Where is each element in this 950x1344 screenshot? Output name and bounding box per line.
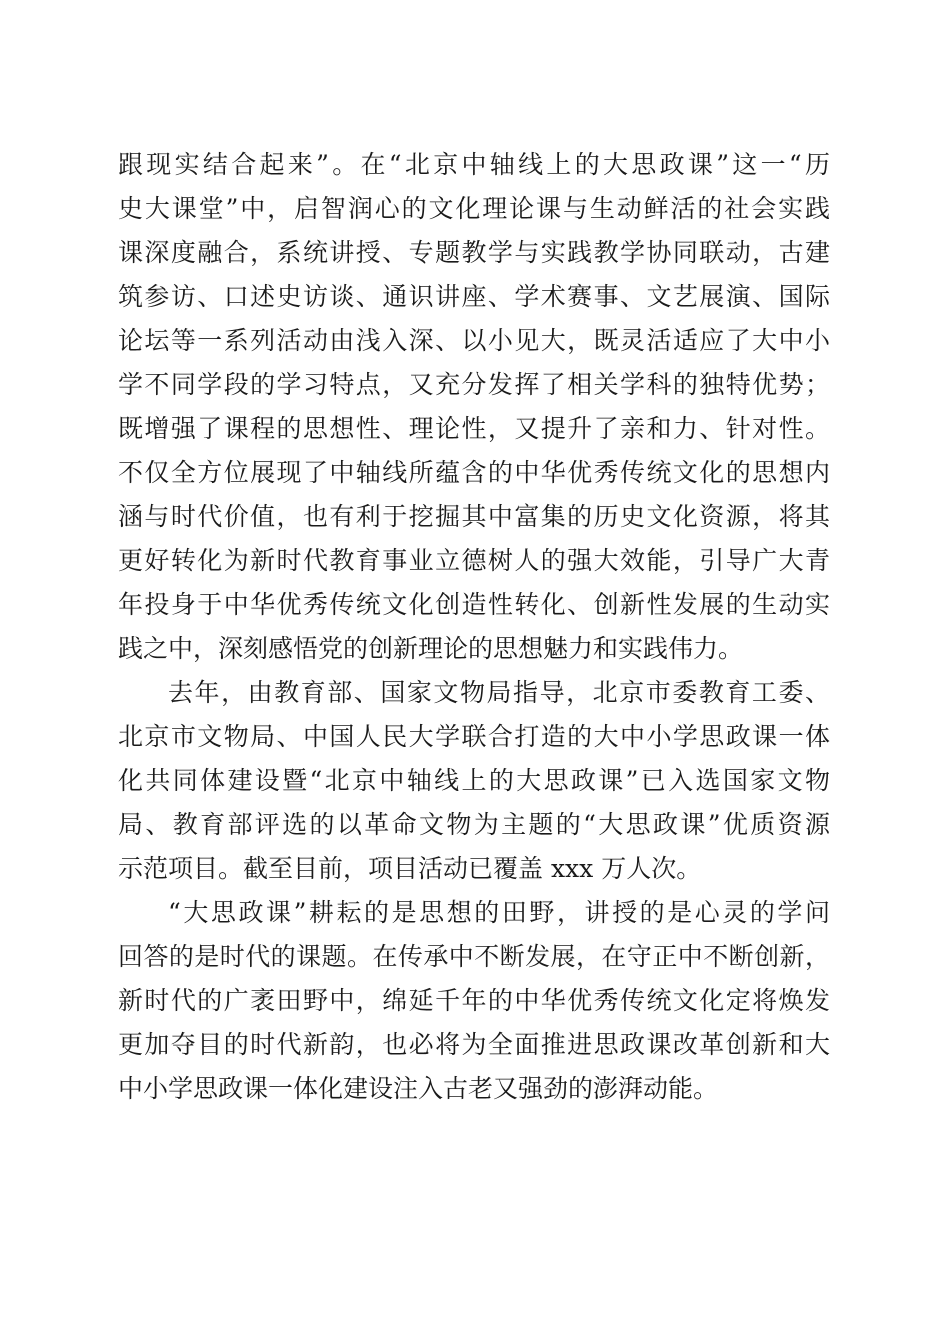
text-line: 新时代的广袤田野中，绵延千年的中华优秀传统文化定将焕发 — [118, 986, 830, 1015]
text-line: 北京市文物局、中国人民大学联合打造的大中小学思政课一体 — [118, 722, 830, 751]
text-line: 年投身于中华优秀传统文化创造性转化、创新性发展的生动实 — [118, 590, 830, 619]
text-line: 去年，由教育部、国家文物局指导，北京市委教育工委、 — [168, 678, 830, 707]
text-line: 筑参访、口述史访谈、通识讲座、学术赛事、文艺展演、国际 — [118, 282, 830, 311]
text-line: 中小学思政课一体化建设注入古老又强劲的澎湃动能。 — [118, 1074, 719, 1103]
paragraph-2 — [118, 671, 830, 891]
text-line: 回答的是时代的课题。在传承中不断发展，在守正中不断创新， — [118, 942, 830, 971]
text-line: 既增强了课程的思想性、理论性，又提升了亲和力、针对性。 — [118, 414, 830, 443]
text-line: 化共同体建设暨“北京中轴线上的大思政课”已入选国家文物 — [118, 766, 830, 795]
text-line: 局、教育部评选的以革命文物为主题的“大思政课”优质资源 — [118, 810, 830, 839]
text-line: 课深度融合，系统讲授、专题教学与实践教学协同联动，古建 — [118, 238, 830, 267]
text-line: 不仅全方位展现了中轴线所蕴含的中华优秀传统文化的思想内 — [118, 458, 830, 487]
text-line: 更加夺目的时代新韵，也必将为全面推进思政课改革创新和大 — [118, 1030, 830, 1059]
text-line: 史大课堂”中，启智润心的文化理论课与生动鲜活的社会实践 — [118, 194, 830, 223]
text-line: 践之中，深刻感悟党的创新理论的思想魅力和实践伟力。 — [118, 634, 744, 663]
paragraph-1 — [118, 143, 830, 671]
text-line: 学不同学段的学习特点，又充分发挥了相关学科的独特优势； — [118, 370, 830, 399]
text-line: 涵与时代价值，也有利于挖掘其中富集的历史文化资源，将其 — [118, 502, 830, 531]
text-line: 更好转化为新时代教育事业立德树人的强大效能，引导广大青 — [118, 546, 830, 575]
text-line: 示范项目。截至目前，项目活动已覆盖 xxx 万人次。 — [118, 854, 702, 883]
document-body — [118, 143, 830, 1111]
text-line: 论坛等一系列活动由浅入深、以小见大，既灵活适应了大中小 — [118, 326, 830, 355]
paragraph-3 — [118, 891, 830, 1111]
text-line: “大思政课”耕耘的是思想的田野，讲授的是心灵的学问 — [168, 898, 830, 927]
text-line: 跟现实结合起来”。在“北京中轴线上的大思政课”这一“历 — [118, 150, 830, 179]
